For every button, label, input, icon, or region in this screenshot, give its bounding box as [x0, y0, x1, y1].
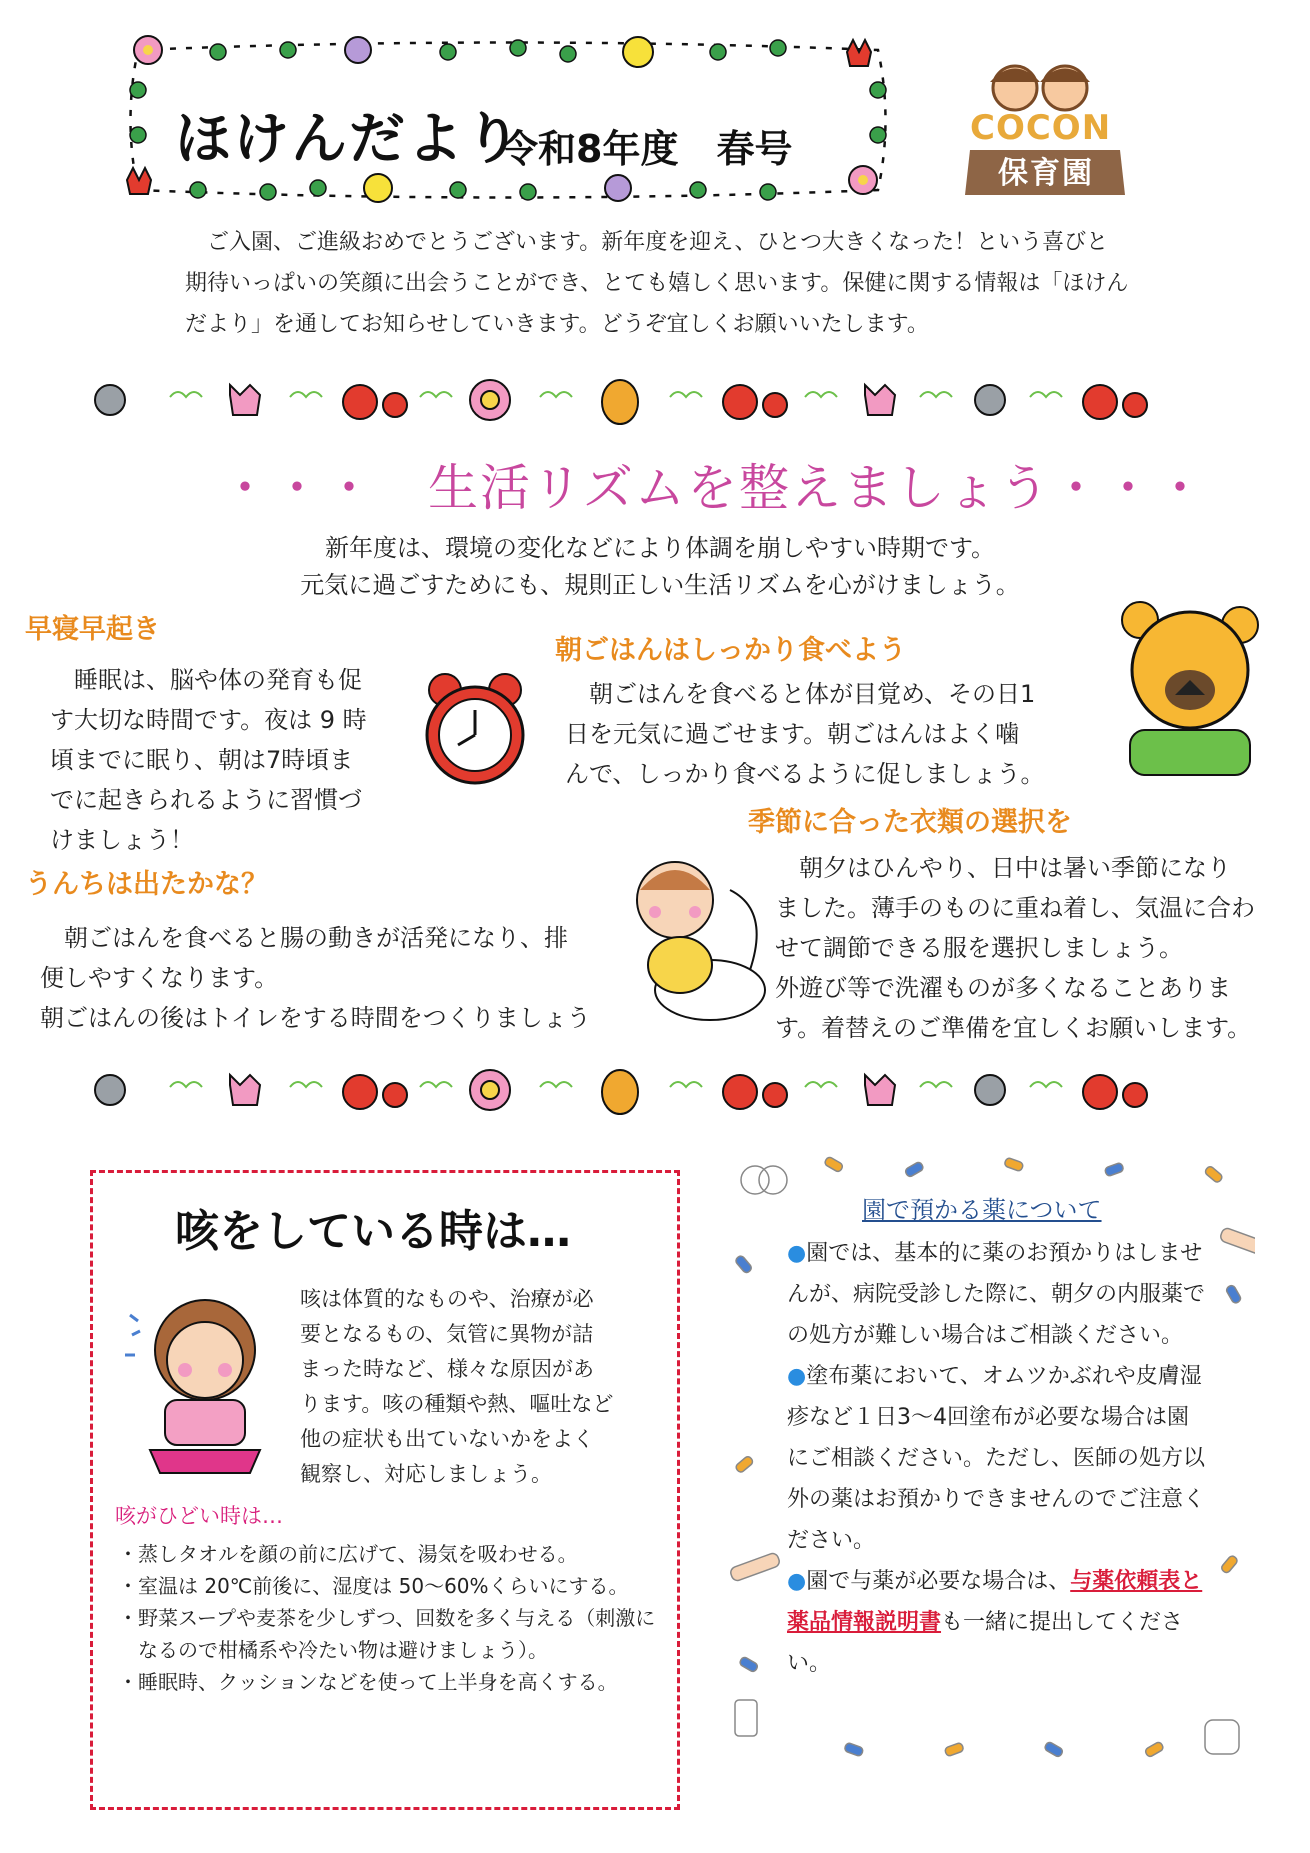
poop-line: 便しやすくなります。 [40, 964, 279, 992]
rhythm-lead-line: 元気に過ごすためにも、規則正しい生活リズムを心がけましょう。 [300, 571, 1020, 599]
rhythm-lead [260, 530, 1060, 604]
bug-flower-divider [80, 1055, 1230, 1125]
sleep-line: す大切な時間です。夜は 9 時 [50, 706, 367, 734]
poop-heading: うんちは出たかな？ [25, 869, 268, 900]
medicine-p1: 園では、基本的に薬のお預かりはしませんが、病院受診した際に、朝夕の内服薬での処方が難しい場合はご相談ください。 [787, 1241, 1206, 1348]
cough-line: ります。咳の種類や熱、嘔吐など [300, 1392, 614, 1416]
clothes-line: ました。薄手のものに重ね着し、気温に合わ [775, 894, 1255, 922]
medicine-forms-link: 与薬依頼表と薬品情報説明書 [787, 1569, 1203, 1635]
clothes-text [775, 848, 1295, 1048]
poop-text [40, 918, 620, 1038]
cough-line: 要となるもの、気管に異物が詰 [300, 1322, 594, 1346]
clothes-line: 外遊び等で洗濯ものが多くなることありま [775, 974, 1231, 1002]
poop-line: 朝ごはんを食べると腸の動きが活発になり、排 [40, 924, 568, 952]
cough-line: 観察し、対応しましょう。 [300, 1462, 552, 1486]
medicine-text [787, 1233, 1207, 1684]
poop-line: 朝ごはんの後はトイレをする時間をつくりましょう [40, 1004, 591, 1032]
coughing-girl-illustration [120, 1285, 280, 1475]
breakfast-line: んで、しっかり食べるように促しましょう。 [565, 760, 1045, 788]
logo-wordmark: COCON [970, 108, 1112, 148]
sleep-line: 頃までに眠り、朝は7時頃ま [50, 746, 354, 774]
bullet-dot: ● [787, 1364, 807, 1389]
child-on-potty-illustration [620, 850, 770, 1030]
breakfast-line: 日を元気に過ごせます。朝ごはんはよく噛 [565, 720, 1020, 748]
cough-text [300, 1282, 660, 1492]
sleep-line: 睡眠は、脳や体の発育も促 [50, 666, 362, 694]
sleep-line: でに起きられるように習慣づ [50, 786, 362, 814]
rhythm-lead-line: 新年度は、環境の変化などにより体調を崩しやすい時期です。 [324, 534, 996, 562]
list-item: ・蒸しタオルを顔の前に広げて、湯気を吸わせる。 [118, 1542, 578, 1566]
cough-care-list [118, 1538, 658, 1698]
intro-line: ご入園、ご進級おめでとうございます。新年度を迎え、ひとつ大きくなった！という喜びと [207, 230, 1109, 255]
logo-school-name: 保育園 [998, 156, 1094, 191]
clothes-heading: 季節に合った衣類の選択を [748, 807, 1072, 838]
breakfast-heading: 朝ごはんはしっかり食べよう [555, 635, 906, 666]
clothes-line: せて調節できる服を選択しましょう。 [775, 934, 1183, 962]
bear-eating-illustration [1110, 600, 1270, 780]
newsletter-title: ほけんだより [175, 107, 523, 172]
bullet-dot: ● [787, 1569, 807, 1594]
cough-line: 咳は体質的なものや、治療が必 [300, 1287, 594, 1311]
intro-line: 期待いっぱいの笑顔に出会うことができ、とても嬉しく思います。保健に関する情報は「ほけん [185, 271, 1129, 296]
breakfast-line: 朝ごはんを食べると体が目覚め、その日1 [565, 680, 1036, 708]
alarm-clock-icon [410, 665, 540, 795]
intro-text [185, 222, 1135, 345]
medicine-p3-post: も一緒に提出してください。 [787, 1610, 1184, 1676]
sleep-text [50, 660, 410, 860]
newsletter-issue: 令和8年度 春号 [500, 127, 793, 171]
medicine-paragraph [787, 1233, 1207, 1356]
intro-line: だより」を通してお知らせしていきます。どうぞ宜しくお願いいたします。 [185, 312, 929, 337]
clothes-line: す。着替えのご準備を宜しくお願いします。 [775, 1014, 1252, 1042]
breakfast-text [565, 674, 1095, 794]
sleep-heading: 早寝早起き [25, 614, 160, 645]
list-item: ・室温は 20℃前後に、湿度は 50～60%くらいにする。 [118, 1574, 629, 1598]
bullet-dot: ● [787, 1241, 807, 1266]
rhythm-section-title: ・・・ 生活リズムを整えましょう・・・ [220, 459, 1207, 517]
medicine-paragraph [787, 1561, 1207, 1684]
medicine-p3-pre: 園で与薬が必要な場合は、 [806, 1569, 1071, 1594]
medicine-paragraph [787, 1356, 1207, 1561]
list-item: ・睡眠時、クッションなどを使って上半身を高くする。 [118, 1670, 618, 1694]
clothes-line: 朝夕はひんやり、日中は暑い季節になり [775, 854, 1231, 882]
cough-title: 咳をしている時は… [175, 1206, 571, 1257]
sleep-line: けましょう！ [50, 826, 194, 854]
medicine-p2: 塗布薬において、オムツかぶれや皮膚湿疹など１日3～4回塗布が必要な場合は園にご相談ください。ただし、医師の処方以外の薬はお預かりできませんのでご注意ください。 [787, 1364, 1206, 1553]
cough-subheading: 咳がひどい時は… [115, 1504, 283, 1528]
cough-line: まった時など、様々な原因があ [300, 1357, 594, 1381]
bug-flower-divider [80, 365, 1230, 435]
list-item: ・野菜スープや麦茶を少しずつ、回数を多く与える（刺激になるので柑橘系や冷たい物は避けましょう）。 [118, 1606, 656, 1662]
medicine-title: 園で預かる薬について [862, 1196, 1102, 1224]
cough-line: 他の症状も出ていないかをよく [300, 1427, 594, 1451]
